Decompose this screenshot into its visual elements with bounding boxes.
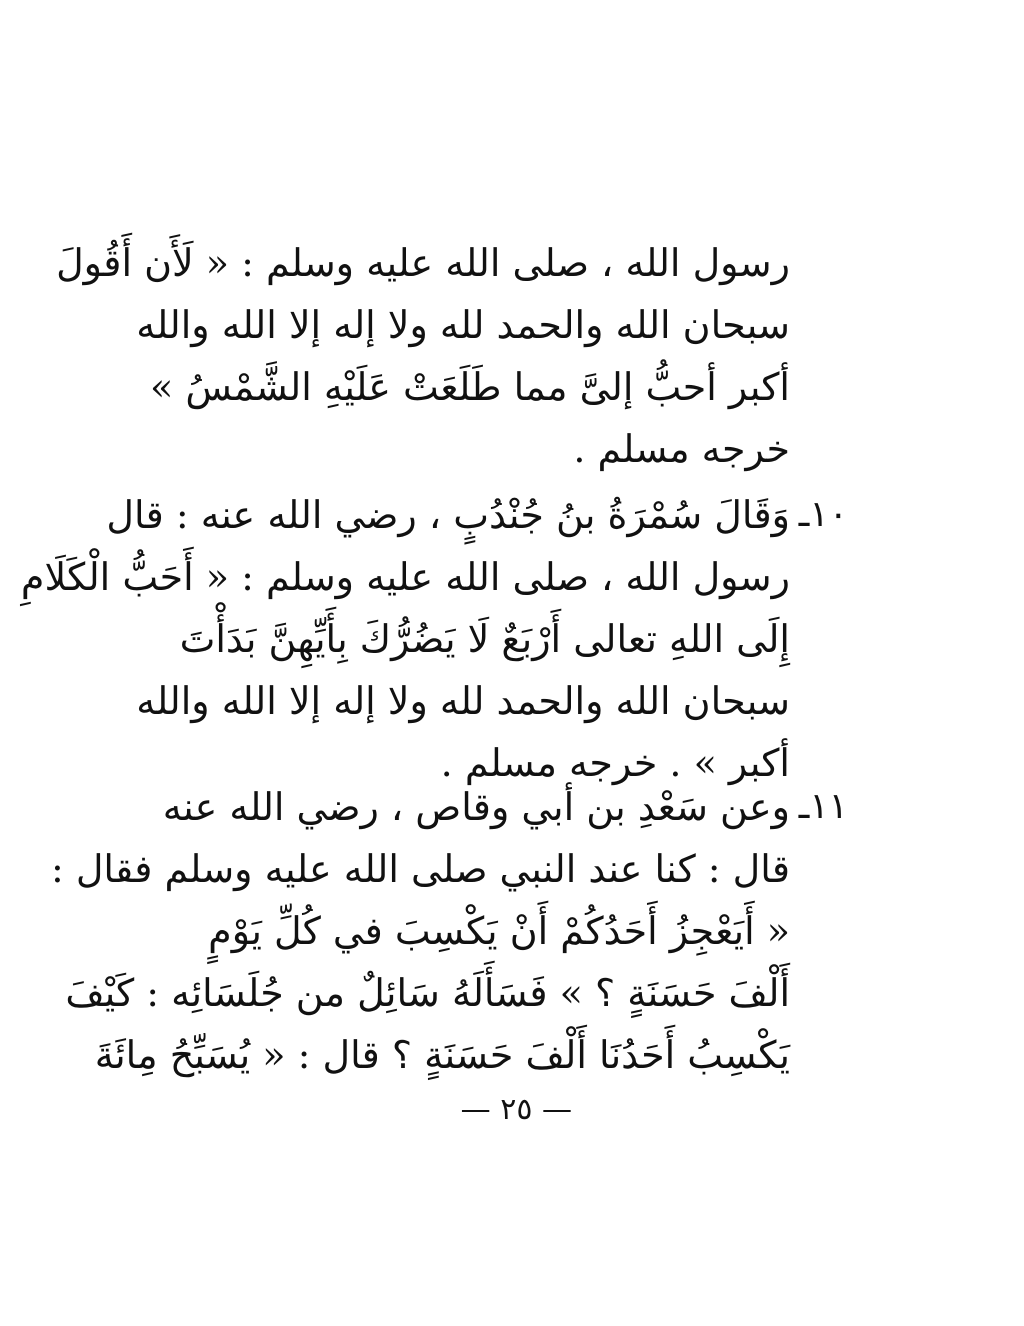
text-line: سبحان الله والحمد لله ولا إله إلا الله والله [136,303,790,347]
text-line: قال : كنا عند النبي صلى الله عليه وسلم فقال : [50,847,790,891]
text-line: وَقَالَ سُمْرَةُ بنُ جُنْدُبٍ ، رضي الله عنه : قال [106,493,790,537]
item-number-11: ١١ـ [798,786,848,827]
text-line: إِلَى اللهِ تعالى أَرْبَعٌ لَا يَضُرُّكَ بِأَيِّهِنَّ بَدَأْتَ [179,617,790,661]
hadith-item-11 [50,776,790,1086]
text-line: سبحان الله والحمد لله ولا إله إلا الله والله [136,679,790,723]
text-line: يَكْسِبُ أَحَدُنَا أَلْفَ حَسَنَةٍ ؟ قال : « يُسَبِّحُ مِائَةَ [94,1033,790,1077]
text-line: أَلْفَ حَسَنَةٍ ؟ » فَسَأَلَهُ سَائِلٌ من جُلَسَائِه : كَيْفَ [65,971,790,1015]
hadith-item-10 [20,484,790,794]
text-line: رسول الله ، صلى الله عليه وسلم : « أَحَبُّ الْكَلَامِ [20,555,790,599]
text-line: أكبر » . خرجه مسلم . [440,741,790,785]
text-line: خرجه مسلم . [573,427,790,471]
item-number-10: ١٠ـ [798,494,848,535]
paragraph-continuation [56,232,790,480]
page-number: — ٢٥ — [460,1092,572,1127]
text-line: رسول الله ، صلى الله عليه وسلم : « لَأَن أَقُولَ [56,241,790,285]
text-line: وعن سَعْدِ بن أبي وقاص ، رضي الله عنه [162,785,790,829]
text-line: « أَيَعْجِزُ أَحَدُكُمْ أَنْ يَكْسِبَ في كُلِّ يَوْمٍ [208,909,790,953]
text-line: أكبر أحبُّ إلىَّ مما طَلَعَتْ عَلَيْهِ الشَّمْسُ » [150,365,790,409]
